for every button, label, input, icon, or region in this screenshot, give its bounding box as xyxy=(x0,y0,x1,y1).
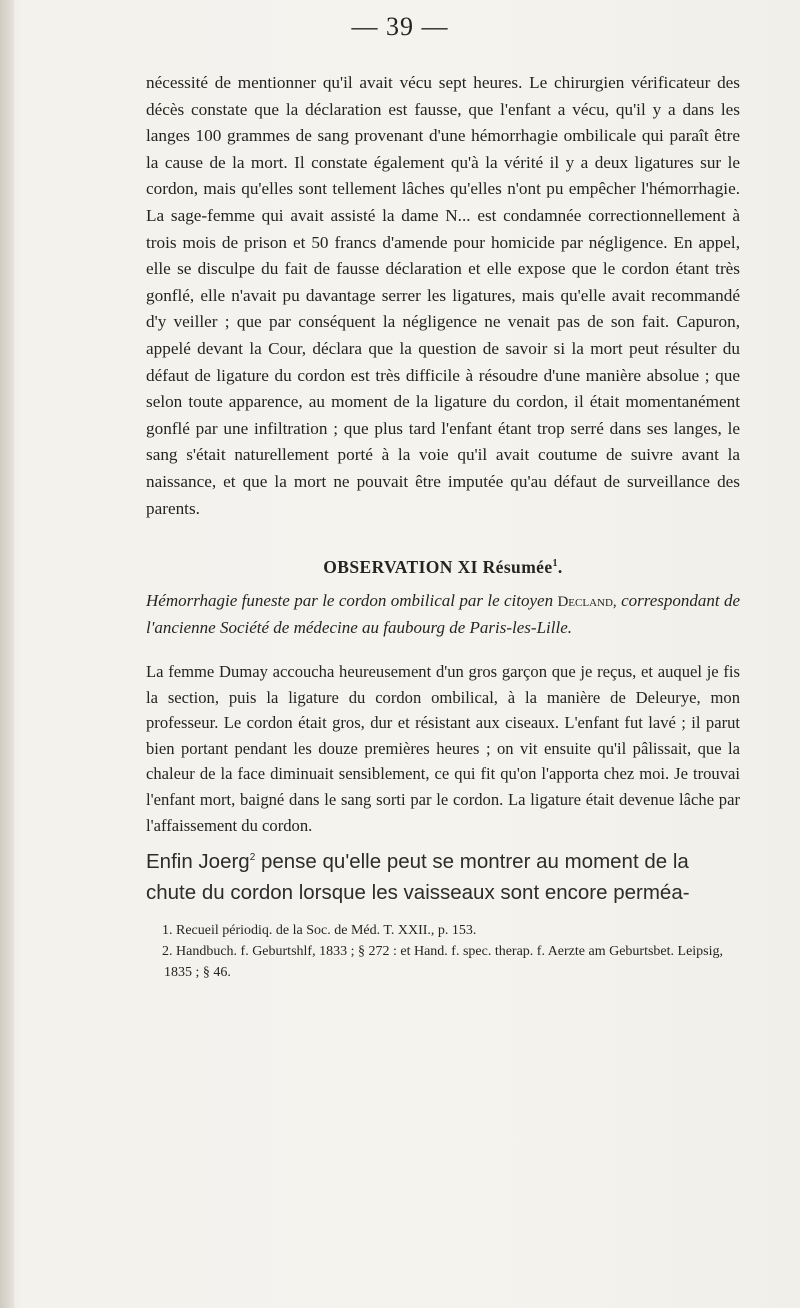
observation-subtitle xyxy=(146,588,740,641)
footnote-1: 1. Recueil périodiq. de la Soc. de Méd. T. XXII., p. 153. xyxy=(162,923,477,939)
author-name: Decland, xyxy=(557,594,617,611)
observation-title-text: OBSERVATION XI Résumée xyxy=(323,557,553,578)
subtitle-start: Hémorrhagie funeste par le cordon ombilical par le citoyen xyxy=(146,591,554,611)
text-column xyxy=(146,70,740,983)
closing-paragraph xyxy=(146,846,740,908)
paragraph-case-report: nécessité de mentionner qu'il avait vécu sept heures. Le chirurgien vérificateur des décès constate que la déclaration est fausse, que l'enfant a vécu, qu'il y a dans les langes 100 grammes de sang provenant d'une hémorrhagie ombilicale qui paraît être la cause de la mort. Il constate également qu'à la vérité il y a deux ligatures sur le cordon, mais qu'elles sont tellement lâches qu'elles n'ont pu empêcher l'hémorrhagie. La sage-femme qui avait assisté la dame N... est condamnée correctionnellement à trois mois de prison et 50 francs d'amende pour homicide par négligence. En appel, elle se disculpe du fait de fausse déclaration et elle expose que le cordon étant très gonflé, elle n'avait pu davantage serrer les ligatures, mais qu'elle avait recommandé d'y veiller ; que par conséquent la négligence ne venait pas de son fait. Capuron, appelé devant la Cour, déclara que la question de savoir si la mort peut résulter du défaut de ligature du cordon est très difficile à résoudre d'une manière absolue ; que selon toute apparence, au moment de la ligature du cordon, il était momentanément gonflé par une infiltration ; que plus tard l'enfant étant trop serré dans ses langes, le sang s'était naturellement porté à la voie qu'il avait coutume de suivre avant la naissance, et que la mort ne pouvait être imputée qu'au défaut de surveillance des parents. xyxy=(146,73,740,518)
observation-title: OBSERVATION XI Résumée$^1$. xyxy=(323,557,563,578)
observation-case-text: La femme Dumay accoucha heureusement d'un gros garçon que je reçus, et auquel je fis la section, puis la ligature du cordon ombilical, à la manière de Deleurye, mon professeur. Le cordon était gros, dur et résistant aux ciseaux. L'enfant fut lavé ; il parut bien portant pendant les douze premières heures ; on vit ensuite qu'il pâlissait, que la chaleur de la face diminuait sensiblement, ce qui fit qu'on l'apporta chez moi. Je trouvai l'enfant mort, baigné dans le sang sorti par le cordon. La ligature était devenue lâche par l'affaissement du cordon. xyxy=(146,662,740,835)
footnote-ref-1: 1 xyxy=(552,558,558,570)
closing-start: Enfin Joerg xyxy=(146,850,250,874)
page-number: — 39 — xyxy=(351,12,449,41)
subtitle-end: correspondant de l'ancienne Société de médecine au faubourg de Paris-les-Lille. xyxy=(146,591,741,638)
closing-end: pense qu'elle peut se montrer au moment de la chute du cordon lorsque les vaisseaux sont encore perméa- xyxy=(146,850,690,905)
footnotes xyxy=(146,920,740,983)
binding-edge xyxy=(0,0,14,1308)
footnote-ref-2: 2 xyxy=(249,852,256,864)
footnote-2: 2. Handbuch. f. Geburtshlf, 1833 ; § 272 : et Hand. f. spec. therap. f. Aerzte am Geburtsbet. Leipsig, 1835 ; § 46. xyxy=(162,944,724,981)
